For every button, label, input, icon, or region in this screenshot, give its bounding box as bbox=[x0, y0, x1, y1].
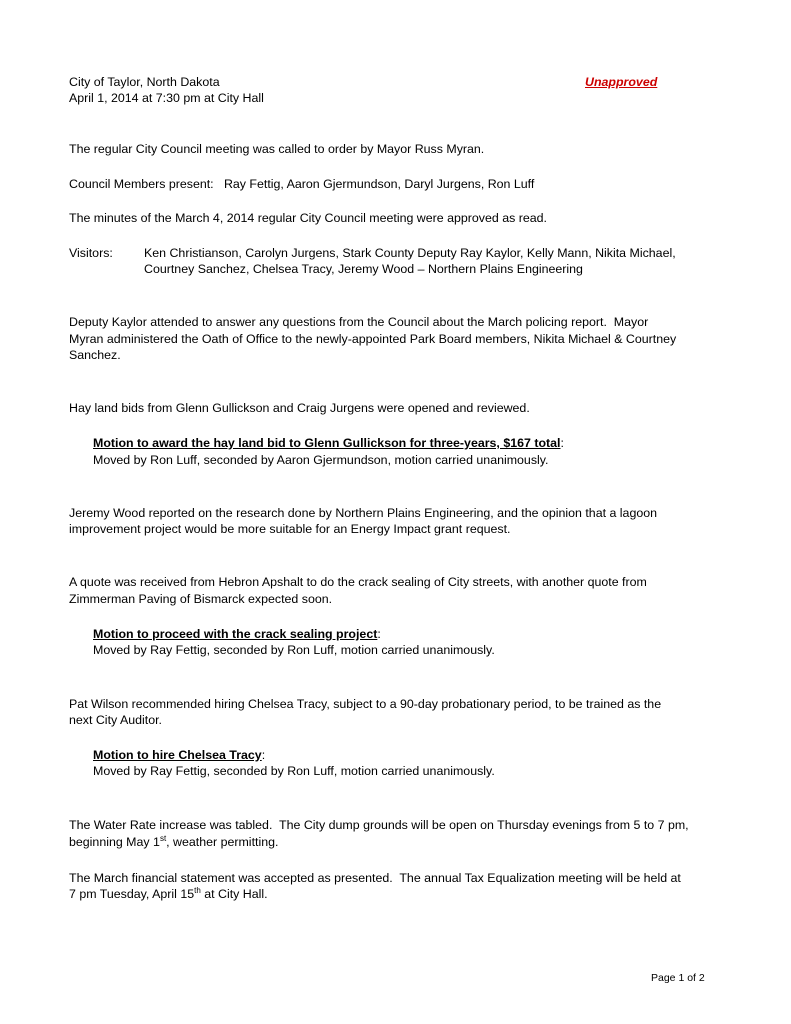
status-badge: Unapproved bbox=[585, 75, 658, 89]
motion-crack-title: Motion to proceed with the crack sealing project bbox=[93, 627, 378, 641]
engineering-paragraph-line-2: improvement project would be more suitable for an Energy Impact grant request. bbox=[69, 522, 511, 536]
engineering-paragraph-line-1: Jeremy Wood reported on the research done by Northern Plains Engineering, and the opinion that a lagoon bbox=[69, 506, 658, 520]
motion-hay bbox=[93, 435, 564, 451]
visitors-line-2: Courtney Sanchez, Chelsea Tracy, Jeremy Wood – Northern Plains Engineering bbox=[144, 262, 583, 276]
deputy-paragraph-line-1: Deputy Kaylor attended to answer any questions from the Council about the March policing report. Mayor bbox=[69, 315, 649, 329]
financial-date: 7 pm Tuesday, April 15 bbox=[69, 887, 195, 901]
meeting-info: April 1, 2014 at 7:30 pm at City Hall bbox=[69, 91, 264, 105]
water-rate-tail: , weather permitting. bbox=[166, 835, 279, 849]
water-rate-paragraph-line-1: The Water Rate increase was tabled. The City dump grounds will be open on Thursday evenings from 5 to 7 pm, bbox=[69, 818, 689, 832]
hiring-paragraph-line-2: next City Auditor. bbox=[69, 713, 162, 727]
hiring-paragraph-line-1: Pat Wilson recommended hiring Chelsea Tracy, subject to a 90-day probationary period, to be trained as the bbox=[69, 697, 662, 711]
water-rate-paragraph-line-2 bbox=[69, 834, 278, 850]
financial-paragraph-line-1: The March financial statement was accepted as presented. The annual Tax Equalization meeting will be held at bbox=[69, 871, 681, 885]
deputy-paragraph-line-2: Myran administered the Oath of Office to the newly-appointed Park Board members, Nikita Michael & Courtney bbox=[69, 332, 677, 346]
org-name: City of Taylor, North Dakota bbox=[69, 75, 220, 89]
motion-hire-colon: : bbox=[261, 748, 266, 762]
motion-hire bbox=[93, 747, 265, 763]
motion-hire-detail: Moved by Ray Fettig, seconded by Ron Luff, motion carried unanimously. bbox=[93, 764, 495, 778]
quote-paragraph-line-2: Zimmerman Paving of Bismarck expected soon. bbox=[69, 592, 333, 606]
financial-paragraph-line-2 bbox=[69, 886, 268, 902]
call-to-order-paragraph: The regular City Council meeting was called to order by Mayor Russ Myran. bbox=[69, 142, 485, 156]
quote-paragraph-line-1: A quote was received from Hebron Apshalt to do the crack sealing of City streets, with another quote from bbox=[69, 575, 647, 589]
motion-crack-detail: Moved by Ray Fettig, seconded by Ron Luff, motion carried unanimously. bbox=[93, 643, 495, 657]
water-rate-date-suffix: st bbox=[159, 833, 167, 843]
members-present-paragraph: Council Members present: Ray Fettig, Aaron Gjermundson, Daryl Jurgens, Ron Luff bbox=[69, 177, 535, 191]
page-number: Page 1 of 2 bbox=[651, 972, 705, 984]
financial-tail: at City Hall. bbox=[200, 887, 268, 901]
deputy-paragraph-line-3: Sanchez. bbox=[69, 348, 121, 362]
visitors-label: Visitors: bbox=[69, 246, 113, 260]
hay-bids-paragraph: Hay land bids from Glenn Gullickson and Craig Jurgens were opened and reviewed. bbox=[69, 401, 530, 415]
motion-hay-title: Motion to award the hay land bid to Glenn Gullickson for three-years, $167 total bbox=[93, 436, 561, 450]
motion-crack-colon: : bbox=[377, 627, 381, 641]
minutes-approval-paragraph: The minutes of the March 4, 2014 regular City Council meeting were approved as read. bbox=[69, 211, 547, 225]
motion-crack bbox=[93, 626, 381, 642]
motion-hay-colon: : bbox=[560, 436, 564, 450]
motion-hire-title: Motion to hire Chelsea Tracy bbox=[93, 748, 262, 762]
financial-date-suffix: th bbox=[194, 885, 201, 895]
visitors-line-1: Ken Christianson, Carolyn Jurgens, Stark County Deputy Ray Kaylor, Kelly Mann, Nikita Michael, bbox=[144, 246, 676, 260]
motion-hay-detail: Moved by Ron Luff, seconded by Aaron Gjermundson, motion carried unanimously. bbox=[93, 453, 549, 467]
water-rate-date: beginning May 1 bbox=[69, 835, 160, 849]
